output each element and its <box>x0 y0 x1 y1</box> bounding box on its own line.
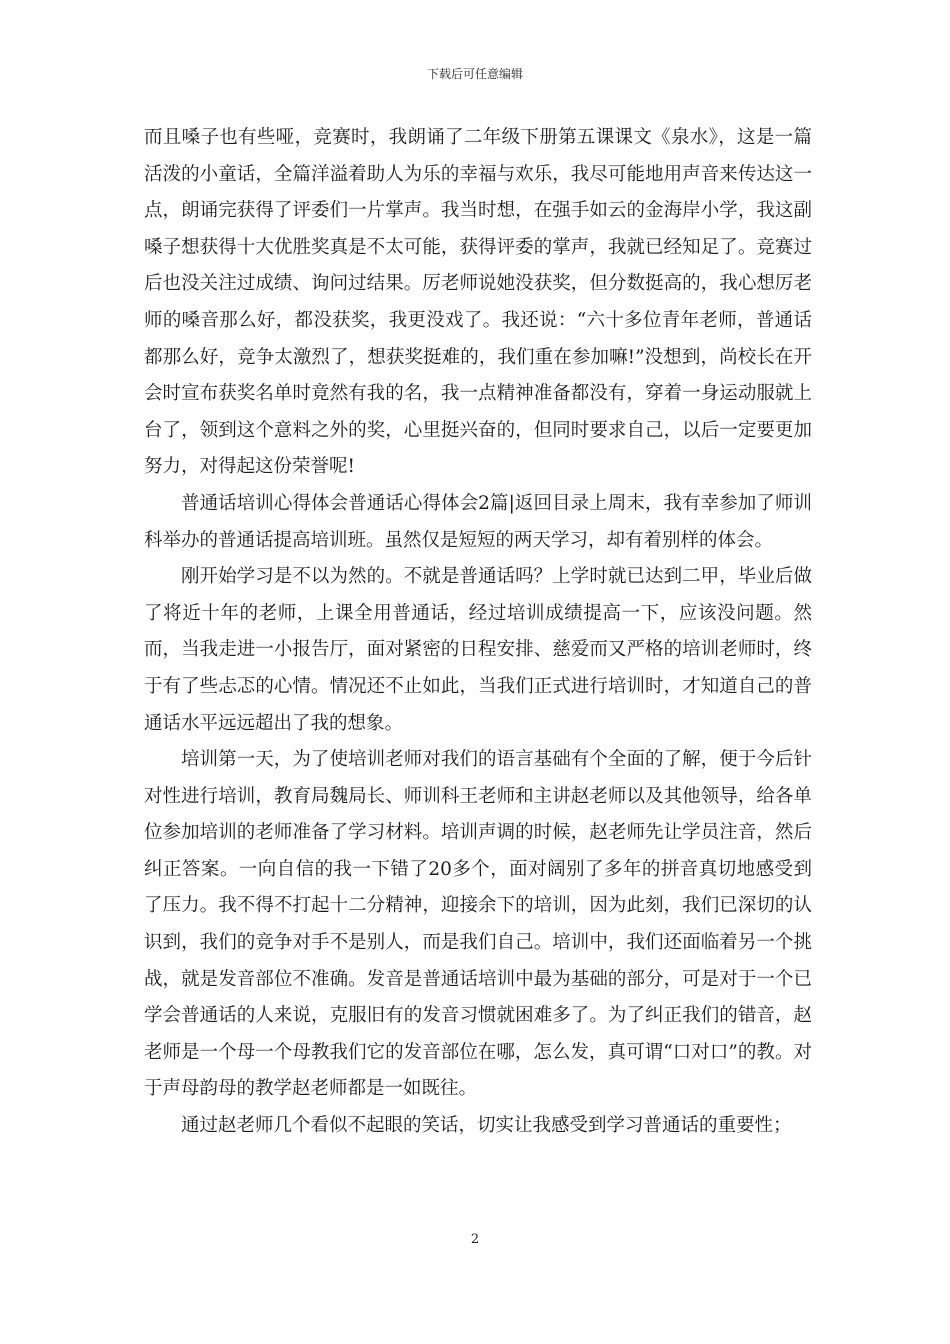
page-header: 下载后可任意编辑 <box>426 67 523 81</box>
paragraph: 通过赵老师几个看似不起眼的笑话，切实让我感受到学习普通话的重要性； <box>181 1115 792 1137</box>
page-number: 2 <box>470 1232 480 1247</box>
paragraph: 刚开始学习是不以为然的。不就是普通话吗？上学时就已达到二甲，毕业后做了将近十年的老师，上课全用普通话，经过培训成绩提高一下，应该没问题。然而，当我走进一小报告厅，面对紧密的日程安排、慈爱而又严格的培训老师时，终于有了些忐忑的心情。情况还不止如此，当我们正式进行培训时，才知道自己的普通话水平远远超出了我的想象。 <box>144 566 812 734</box>
document-body <box>144 120 812 1145</box>
paragraph: 培训第一天，为了使培训老师对我们的语言基础有个全面的了解，便于今后针对性进行培训，教育局魏局长、师训科王老师和主讲赵老师以及其他领导，给各单位参加培训的老师准备了学习材料。培训声调的时候，赵老师先让学员注音，然后纠正答案。一向自信的我一下错了20多个，面对阔别了多年的拼音真切地感受到了压力。我不得不打起十二分精神，迎接余下的培训，因为此刻，我们已深切的认识到，我们的竞争对手不是别人，而是我们自己。培训中，我们还面临着另一个挑战，就是发音部位不准确。发音是普通话培训中最为基础的部分，可是对于一个已学会普通话的人来说，克服旧有的发音习惯就困难多了。为了纠正我们的错音，赵老师是一个母一个母教我们它的发音部位在哪，怎么发，真可谓“口对口”的教。对于声母韵母的教学赵老师都是一如既往。 <box>144 749 812 1100</box>
paragraph: 普通话培训心得体会普通话心得体会2篇|返回目录上周末，我有幸参加了师训科举办的普通话提高培训班。虽然仅是短短的两天学习，却有着别样的体会。 <box>144 492 812 551</box>
paragraph-continued: 而且嗓子也有些哑，竞赛时，我朗诵了二年级下册第五课课文《泉水》，这是一篇活泼的小童话，全篇洋溢着助人为乐的幸福与欢乐，我尽可能地用声音来传达这一点，朗诵完获得了评委们一片掌声。我当时想，在强手如云的金海岸小学，我这副嗓子想获得十大优胜奖真是不太可能，获得评委的掌声，我就已经知足了。竞赛过后也没关注过成绩、询问过结果。厉老师说她没获奖，但分数挺高的，我心想厉老师的嗓音那么好，都没获奖，我更没戏了。我还说：“六十多位青年老师，普通话都那么好，竞争太激烈了，想获奖挺难的，我们重在参加嘛!”没想到，尚校长在开会时宣布获奖名单时竟然有我的名，我一点精神准备都没有，穿着一身运动服就上台了，领到这个意料之外的奖，心里挺兴奋的，但同时要求自己，以后一定要更加努力，对得起这份荣誉呢! <box>144 127 812 478</box>
